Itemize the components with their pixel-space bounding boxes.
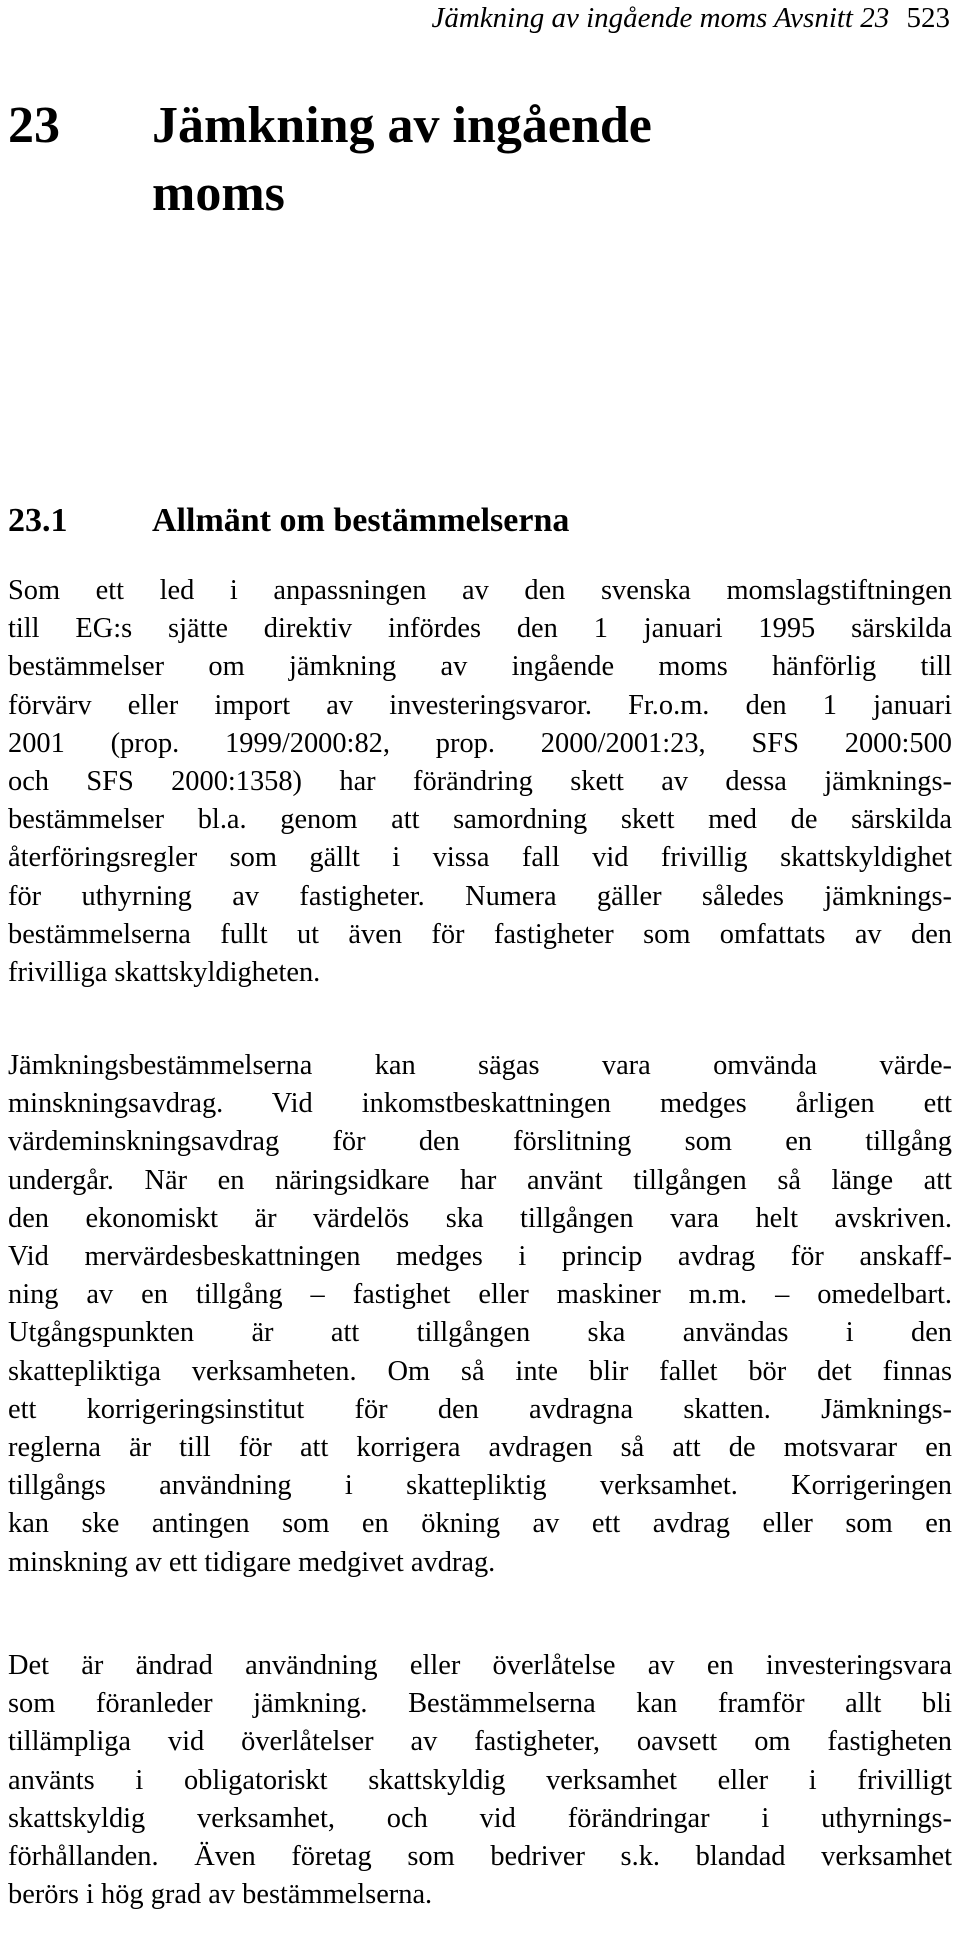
paragraph-line: berörs i hög grad av bestämmelserna. xyxy=(8,1879,433,1911)
paragraph-line: Det är ändrad användning eller överlåtelse av en investeringsvara xyxy=(8,1650,952,1681)
paragraph-line: använts i obligatoriskt skattskyldig verksamhet eller i frivilligt xyxy=(8,1764,952,1796)
chapter-title-line: Jämkning av ingående xyxy=(152,97,652,154)
chapter-title xyxy=(152,92,772,228)
paragraph-line: Utgångspunkten är att tillgången ska användas i den xyxy=(8,1317,952,1349)
running-header-section: Avsnitt 23 xyxy=(774,2,890,34)
section-title: Allmänt om bestämmelserna xyxy=(152,502,570,539)
paragraph-line: skattskyldig verksamhet, och vid förändringar i uthyrnings- xyxy=(8,1802,952,1834)
paragraph-line: återföringsregler som gällt i vissa fall vid frivillig skattskyldighet xyxy=(8,842,952,874)
paragraph-line: bestämmelser bl.a. genom att samordning skett med de särskilda xyxy=(8,804,952,836)
paragraph-line: bestämmelserna fullt ut även för fastigheter som omfattats av den xyxy=(8,918,952,950)
paragraph-line: skattepliktiga verksamheten. Om så inte blir fallet bör det finnas xyxy=(8,1355,952,1387)
paragraph-line: frivilliga skattskyldigheten. xyxy=(8,957,321,989)
paragraph-line: för uthyrning av fastigheter. Numera gäller således jämknings- xyxy=(8,880,952,912)
paragraph-line: Jämkningsbestämmelserna kan sägas vara omvända värde- xyxy=(8,1050,952,1081)
paragraph-line: reglerna är till för att korrigera avdragen så att de motsvarar en xyxy=(8,1432,952,1464)
paragraph-line: förvärv eller import av investeringsvaror. Fr.o.m. den 1 januari xyxy=(8,689,952,721)
paragraph-line: förhållanden. Även företag som bedriver s.k. blandad verksamhet xyxy=(8,1841,952,1873)
paragraph xyxy=(8,1047,952,1582)
paragraph-line: ett korrigeringsinstitut för den avdragna skatten. Jämknings- xyxy=(8,1393,952,1425)
paragraph-line: bestämmelser om jämkning av ingående moms hänförlig till xyxy=(8,651,952,683)
page-number: 523 xyxy=(906,2,950,34)
paragraph-line: som föranleder jämkning. Bestämmelserna kan framför allt bli xyxy=(8,1688,952,1720)
paragraph-line: undergår. När en näringsidkare har använt tillgången så länge att xyxy=(8,1164,952,1196)
running-header xyxy=(431,2,950,35)
paragraph-line: minskningsavdrag. Vid inkomstbeskattningen medges årligen ett xyxy=(8,1088,952,1120)
paragraph-line: kan ske antingen som en ökning av ett avdrag eller som en xyxy=(8,1508,952,1540)
paragraph-line: värdeminskningsavdrag för den förslitning som en tillgång xyxy=(8,1126,952,1158)
section-heading xyxy=(8,502,569,540)
chapter-title-line: moms xyxy=(152,165,285,222)
paragraph-line: den ekonomiskt är värdelös ska tillgången vara helt avskriven. xyxy=(8,1202,952,1234)
paragraph-line: och SFS 2000:1358) har förändring skett av dessa jämknings- xyxy=(8,766,952,798)
paragraph-line: Vid mervärdesbeskattningen medges i princip avdrag för anskaff- xyxy=(8,1241,952,1273)
chapter-number: 23 xyxy=(8,97,60,154)
paragraph xyxy=(8,572,952,992)
paragraph-line: ning av en tillgång – fastighet eller maskiner m.m. – omedelbart. xyxy=(8,1279,952,1311)
paragraph-line: Som ett led i anpassningen av den svenska momslagstiftningen xyxy=(8,575,952,606)
paragraph-line: minskning av ett tidigare medgivet avdrag. xyxy=(8,1546,496,1578)
paragraph-line: tillämpliga vid överlåtelser av fastigheter, oavsett om fastigheten xyxy=(8,1726,952,1758)
paragraph xyxy=(8,1647,952,1914)
paragraph-line: tillgångs användning i skattepliktig verksamhet. Korrigeringen xyxy=(8,1470,952,1502)
paragraph-line: till EG:s sjätte direktiv infördes den 1 januari 1995 särskilda xyxy=(8,613,952,645)
running-header-title: Jämkning av ingående moms xyxy=(431,2,768,34)
paragraph-line: 2001 (prop. 1999/2000:82, prop. 2000/2001:23, SFS 2000:500 xyxy=(8,727,952,759)
section-number: 23.1 xyxy=(8,502,68,539)
